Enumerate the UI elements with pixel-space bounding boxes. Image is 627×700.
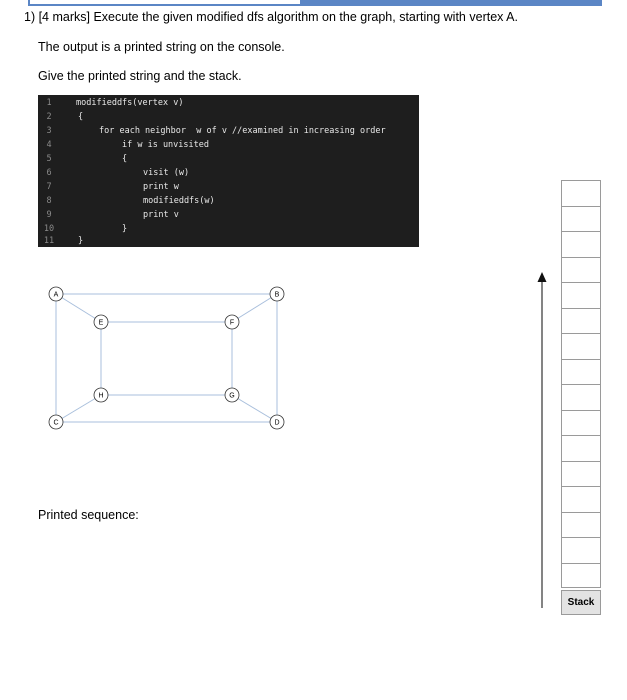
stack-cell[interactable] bbox=[561, 486, 601, 512]
stack-cell[interactable] bbox=[561, 410, 601, 436]
stack-cell[interactable] bbox=[561, 563, 601, 589]
node-label-c: C bbox=[53, 419, 59, 427]
stack-cell[interactable] bbox=[561, 257, 601, 283]
node-label-f: F bbox=[229, 319, 235, 327]
header-rule-gap bbox=[30, 0, 300, 4]
question-header: 1) [4 marks] Execute the given modified dfs algorithm on the graph, starting with vertex A. bbox=[24, 10, 518, 24]
stack-cell[interactable] bbox=[561, 180, 601, 206]
node-label-e: E bbox=[98, 319, 104, 327]
graph-diagram bbox=[40, 280, 300, 440]
up-arrow-icon bbox=[535, 272, 549, 608]
stack-cell[interactable] bbox=[561, 231, 601, 257]
code-block bbox=[38, 95, 419, 247]
code-line: } bbox=[78, 236, 84, 246]
node-label-a: A bbox=[53, 291, 59, 299]
question-line-1: The output is a printed string on the console. bbox=[38, 40, 285, 54]
question-line-2: Give the printed string and the stack. bbox=[38, 69, 242, 83]
edge-c-h bbox=[56, 392, 104, 422]
line-number: 3 bbox=[46, 126, 52, 136]
node-label-h: H bbox=[98, 392, 104, 400]
stack-cell[interactable] bbox=[561, 359, 601, 385]
stack-column bbox=[561, 180, 601, 615]
stack-cell[interactable] bbox=[561, 384, 601, 410]
line-number: 5 bbox=[46, 154, 52, 164]
stack-cell[interactable] bbox=[561, 512, 601, 538]
node-label-g: G bbox=[229, 392, 235, 400]
node-label-d: D bbox=[274, 419, 280, 427]
code-line: { bbox=[122, 154, 128, 164]
edge-a-e bbox=[53, 291, 101, 322]
edge-d-g bbox=[232, 395, 277, 422]
line-number: 9 bbox=[46, 210, 52, 220]
node-label-b: B bbox=[274, 291, 280, 299]
code-line: print v bbox=[143, 210, 179, 220]
stack-cell[interactable] bbox=[561, 282, 601, 308]
stack-label: Stack bbox=[561, 590, 601, 615]
code-line: for each neighbor w of v //examined in increasing order bbox=[99, 126, 386, 136]
line-number: 8 bbox=[46, 196, 52, 206]
code-line: { bbox=[78, 112, 84, 122]
edge-b-f bbox=[232, 294, 277, 322]
printed-sequence-label: Printed sequence: bbox=[38, 508, 139, 522]
stack-cell[interactable] bbox=[561, 461, 601, 487]
line-number: 1 bbox=[46, 98, 52, 108]
stack-cell[interactable] bbox=[561, 308, 601, 334]
stack-cell[interactable] bbox=[561, 435, 601, 461]
stack-cell[interactable] bbox=[561, 206, 601, 232]
line-number: 7 bbox=[46, 182, 52, 192]
line-number: 10 bbox=[43, 224, 55, 234]
stack-cell[interactable] bbox=[561, 537, 601, 563]
stack-cell[interactable] bbox=[561, 333, 601, 359]
line-number: 11 bbox=[43, 236, 55, 246]
line-number: 2 bbox=[46, 112, 52, 122]
code-line: modifieddfs(vertex v) bbox=[76, 98, 184, 108]
code-line: visit (w) bbox=[143, 168, 190, 178]
line-number: 6 bbox=[46, 168, 52, 178]
line-number: 4 bbox=[46, 140, 52, 150]
code-line: if w is unvisited bbox=[122, 140, 209, 150]
code-line: modifieddfs(w) bbox=[143, 196, 215, 206]
code-line: } bbox=[122, 224, 128, 234]
code-line: print w bbox=[143, 182, 179, 192]
